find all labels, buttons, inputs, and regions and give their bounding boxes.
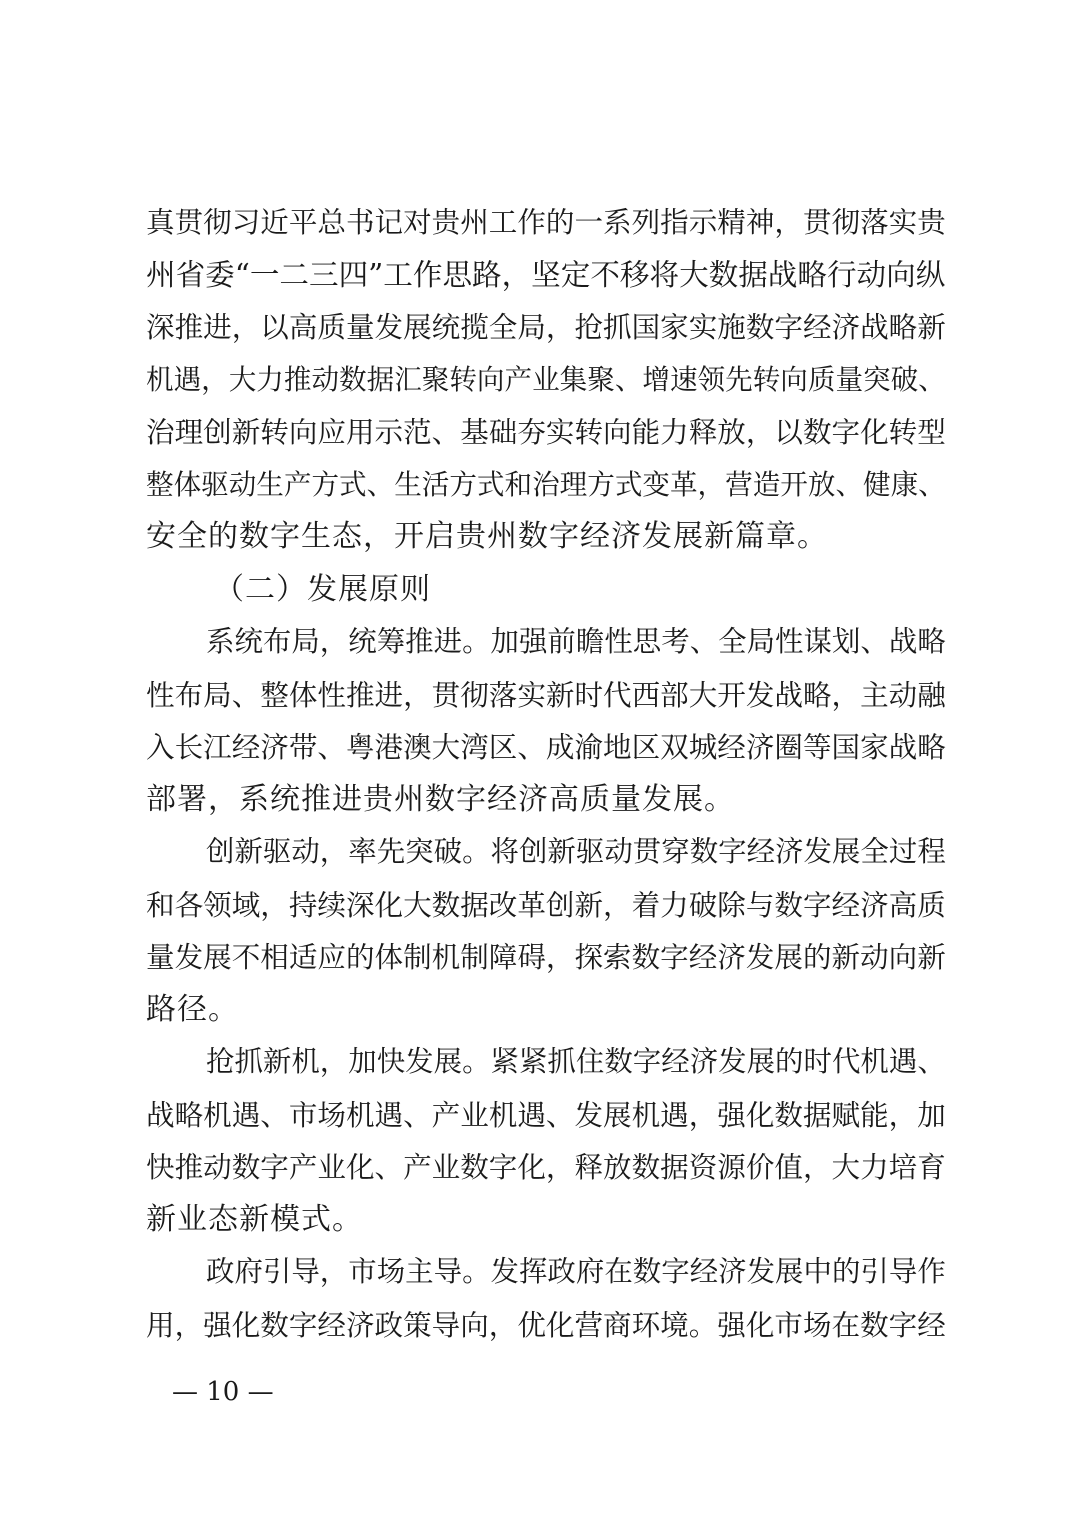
section-heading: （二）发展原则 [214,571,431,607]
text-line: 快推动数字产业化、产业数字化，释放数据资源价值，大力培育 [146,1150,946,1184]
text-line: 深推进，以高质量发展统揽全局，抢抓国家实施数字经济战略新 [146,310,946,344]
text-line: 性布局、整体性推进，贯彻落实新时代西部大开发战略，主动融 [146,677,946,712]
text-line: 量发展不相适应的体制机制障碍，探索数字经济发展的新动向新 [146,940,946,974]
text-line: 治理创新转向应用示范、基础夯实转向能力释放，以数字化转型 [146,415,946,449]
text-line: 部署，系统推进贵州数字经济高质量发展。 [146,781,735,817]
text-line: 机遇，大力推动数据汇聚转向产业集聚、增速领先转向质量突破、 [146,362,946,396]
text-line: 战略机遇、市场机遇、产业机遇、发展机遇，强化数据赋能，加 [146,1097,946,1132]
text-line: 路径。 [146,991,239,1027]
text-line: 新业态新模式。 [146,1201,363,1237]
text-line: 政府引导，市场主导。发挥政府在数字经济发展中的引导作 [206,1255,946,1288]
page-number: — 10 — [172,1377,274,1407]
text-line: 真贯彻习近平总书记对贵州工作的一系列指示精神，贯彻落实贵 [146,205,946,239]
text-line: 整体驱动生产方式、生活方式和治理方式变革，营造开放、健康、 [146,467,946,501]
text-line: 系统布局，统筹推进。加强前瞻性思考、全局性谋划、战略 [206,625,946,658]
text-line: 抢抓新机，加快发展。紧紧抓住数字经济发展的时代机遇、 [206,1045,946,1078]
text-line: 和各领域，持续深化大数据改革创新，着力破除与数字经济高质 [146,887,946,922]
text-line: 安全的数字生态，开启贵州数字经济发展新篇章。 [146,519,828,554]
text-line: 入长江经济带、粤港澳大湾区、成渝地区双城经济圈等国家战略 [146,730,946,764]
text-line: 用，强化数字经济政策导向，优化营商环境。强化市场在数字经 [146,1307,946,1342]
text-line: 州省委“一二三四”工作思路，坚定不移将大数据战略行动向纵 [146,257,946,292]
body-text [146,196,946,1351]
text-line: 创新驱动，率先突破。将创新驱动贯穿数字经济发展全过程 [206,835,946,868]
